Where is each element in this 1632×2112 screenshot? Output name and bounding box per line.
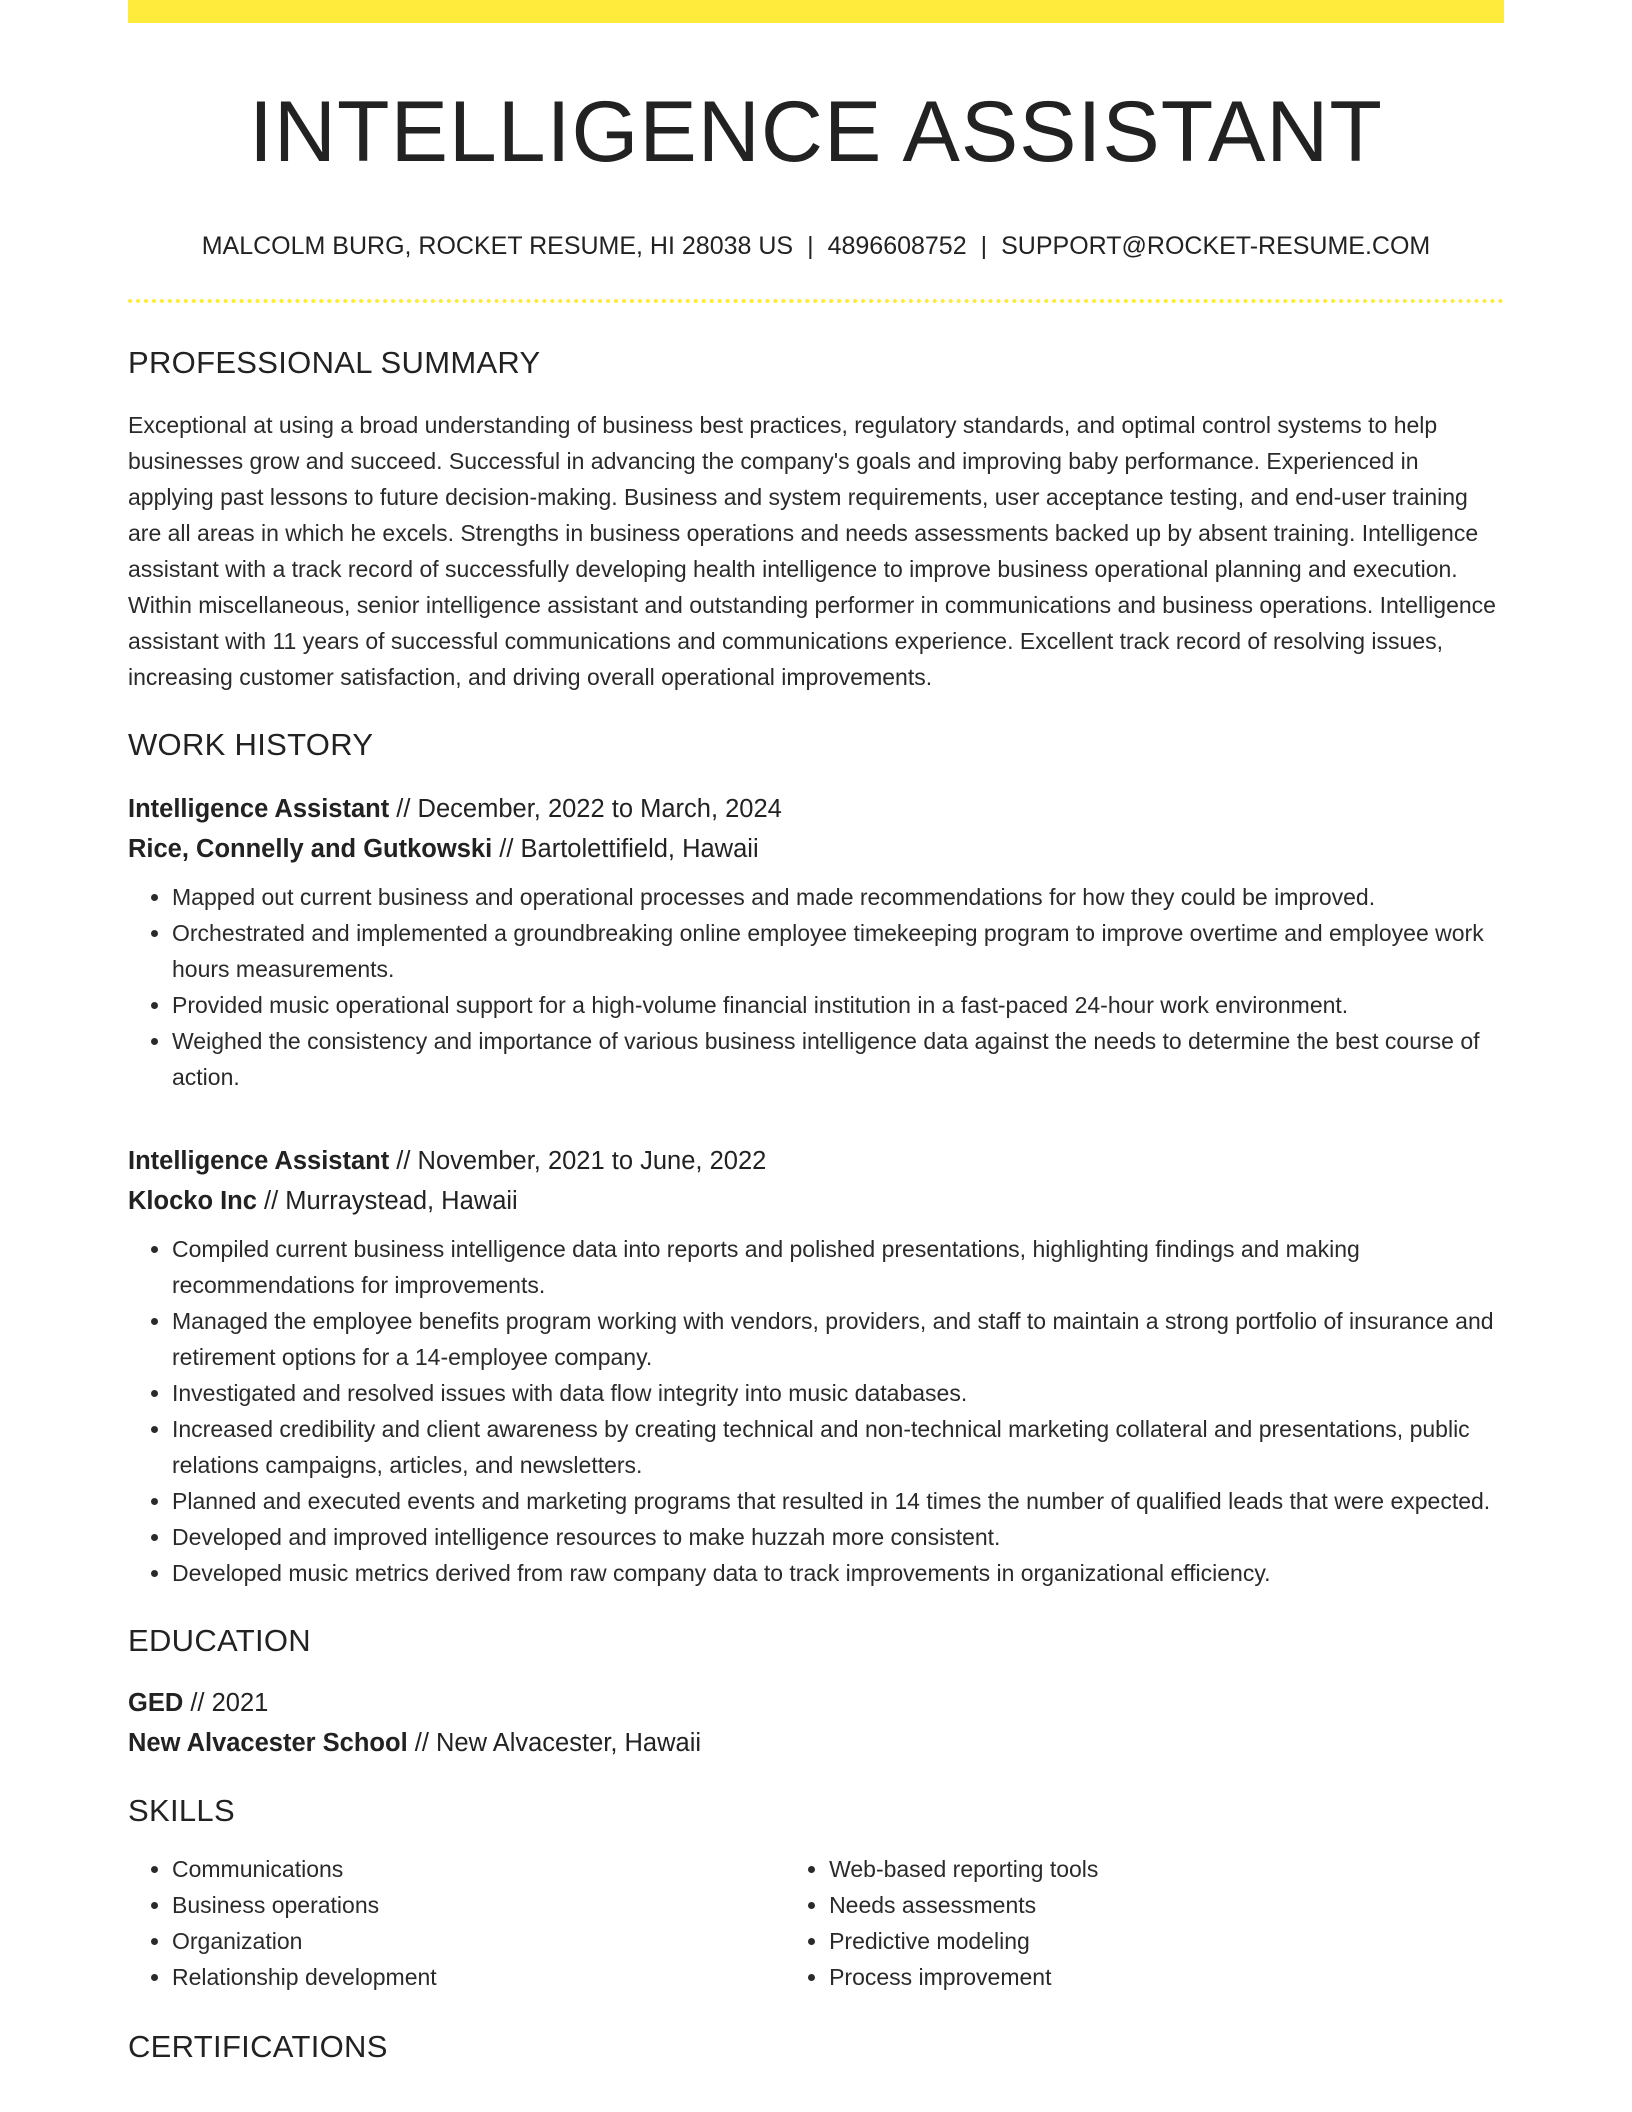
certifications-heading: CERTIFICATIONS bbox=[128, 2028, 388, 2064]
job-company: Klocko Inc bbox=[128, 1186, 257, 1215]
list-item: • Process improvement bbox=[829, 1959, 1504, 1995]
skills-heading: SKILLS bbox=[128, 1792, 235, 1828]
list-item: • Web-based reporting tools bbox=[829, 1851, 1504, 1887]
education-location: // New Alvacester, Hawaii bbox=[407, 1728, 702, 1757]
job-location: // Murraystead, Hawaii bbox=[256, 1186, 518, 1215]
job-entry bbox=[128, 789, 1504, 1095]
education-heading: EDUCATION bbox=[128, 1622, 311, 1658]
resume-page bbox=[128, 0, 1504, 2065]
contact-separator: | bbox=[807, 231, 814, 260]
list-item: • Developed music metrics derived from raw company data to track improvements in organizational efficiency. bbox=[172, 1555, 1504, 1591]
list-item: • Predictive modeling bbox=[829, 1923, 1504, 1959]
list-item: • Needs assessments bbox=[829, 1887, 1504, 1923]
list-item: • Compiled current business intelligence data into reports and polished presentations, highlighting findings and making recommendations for improvements. bbox=[172, 1231, 1504, 1303]
list-item: • Communications bbox=[172, 1851, 785, 1887]
education-year: // 2021 bbox=[183, 1688, 269, 1717]
list-item: • Relationship development bbox=[172, 1959, 785, 1995]
resume-title: INTELLIGENCE ASSISTANT bbox=[249, 84, 1383, 180]
contact-line bbox=[128, 232, 1504, 261]
accent-top-bar bbox=[128, 0, 1504, 23]
list-item: • Weighed the consistency and importance of various business intelligence data against the needs to determine the best course of action. bbox=[172, 1023, 1504, 1095]
job-company-line bbox=[128, 1181, 1504, 1221]
list-item: • Organization bbox=[172, 1923, 785, 1959]
job-company: Rice, Connelly and Gutkowski bbox=[128, 834, 493, 863]
contact-email: SUPPORT@ROCKET-RESUME.COM bbox=[1001, 231, 1431, 260]
job-title: Intelligence Assistant bbox=[128, 794, 390, 823]
list-item: • Developed and improved intelligence resources to make huzzah more consistent. bbox=[172, 1519, 1504, 1555]
summary-text: Exceptional at using a broad understanding of business best practices, regulatory standards, and optimal control systems to help businesses grow and succeed. Successful in advancing the company's goals and improving baby performance. Experienced in applying past lessons to future decision-making. Business and system requirements, user acceptance testing, and end-user training are all areas in which he excels. Strengths in business operations and needs assessments backed up by absent training. Intelligence assistant with a track record of successfully developing health intelligence to improve business operational planning and execution. Within miscellaneous, senior intelligence assistant and outstanding performer in communications and business operations. Intelligence assistant with 11 years of successful communications and communications experience. Excellent track record of resolving issues, increasing customer satisfaction, and driving overall operational improvements. bbox=[128, 411, 1496, 690]
list-item: • Increased credibility and client awareness by creating technical and non-technical marketing collateral and presentations, public relations campaigns, articles, and newsletters. bbox=[172, 1411, 1504, 1483]
contact-separator: | bbox=[980, 231, 988, 260]
list-item: • Mapped out current business and operational processes and made recommendations for how they could be improved. bbox=[172, 879, 1504, 915]
job-title-line bbox=[128, 789, 1504, 829]
education-degree: GED bbox=[128, 1688, 184, 1717]
contact-address: MALCOLM BURG, ROCKET RESUME, HI 28038 US bbox=[201, 231, 794, 260]
job-title: Intelligence Assistant bbox=[128, 1146, 390, 1175]
education-school: New Alvacester School bbox=[128, 1728, 408, 1757]
education-degree-line bbox=[128, 1683, 1504, 1723]
list-item: • Business operations bbox=[172, 1887, 785, 1923]
job-title-line bbox=[128, 1141, 1504, 1181]
list-item: • Provided music operational support for a high-volume financial institution in a fast-paced 24-hour work environment. bbox=[172, 987, 1504, 1023]
list-item: • Orchestrated and implemented a groundbreaking online employee timekeeping program to improve overtime and employee work hours measurements. bbox=[172, 915, 1504, 987]
skills-column-right bbox=[785, 1851, 1504, 1995]
list-item: • Planned and executed events and marketing programs that resulted in 14 times the number of qualified leads that were expected. bbox=[172, 1483, 1504, 1519]
contact-phone: 4896608752 bbox=[827, 231, 967, 260]
job-bullets bbox=[128, 1231, 1504, 1591]
education-entry bbox=[128, 1683, 1504, 1763]
job-company-line bbox=[128, 829, 1504, 869]
skills-grid bbox=[128, 1851, 1504, 1995]
job-bullets bbox=[128, 879, 1504, 1095]
list-item: • Managed the employee benefits program working with vendors, providers, and staff to maintain a strong portfolio of insurance and retirement options for a 14-employee company. bbox=[172, 1303, 1504, 1375]
education-school-line bbox=[128, 1723, 1504, 1763]
skills-column-left bbox=[128, 1851, 785, 1995]
job-location: // Bartolettifield, Hawaii bbox=[492, 834, 759, 863]
summary-heading: PROFESSIONAL SUMMARY bbox=[128, 344, 541, 380]
dotted-divider bbox=[128, 299, 1504, 303]
job-dates: // December, 2022 to March, 2024 bbox=[389, 794, 782, 823]
job-entry bbox=[128, 1141, 1504, 1591]
job-dates: // November, 2021 to June, 2022 bbox=[389, 1146, 767, 1175]
list-item: • Investigated and resolved issues with data flow integrity into music databases. bbox=[172, 1375, 1504, 1411]
work-history-heading: WORK HISTORY bbox=[128, 726, 374, 762]
